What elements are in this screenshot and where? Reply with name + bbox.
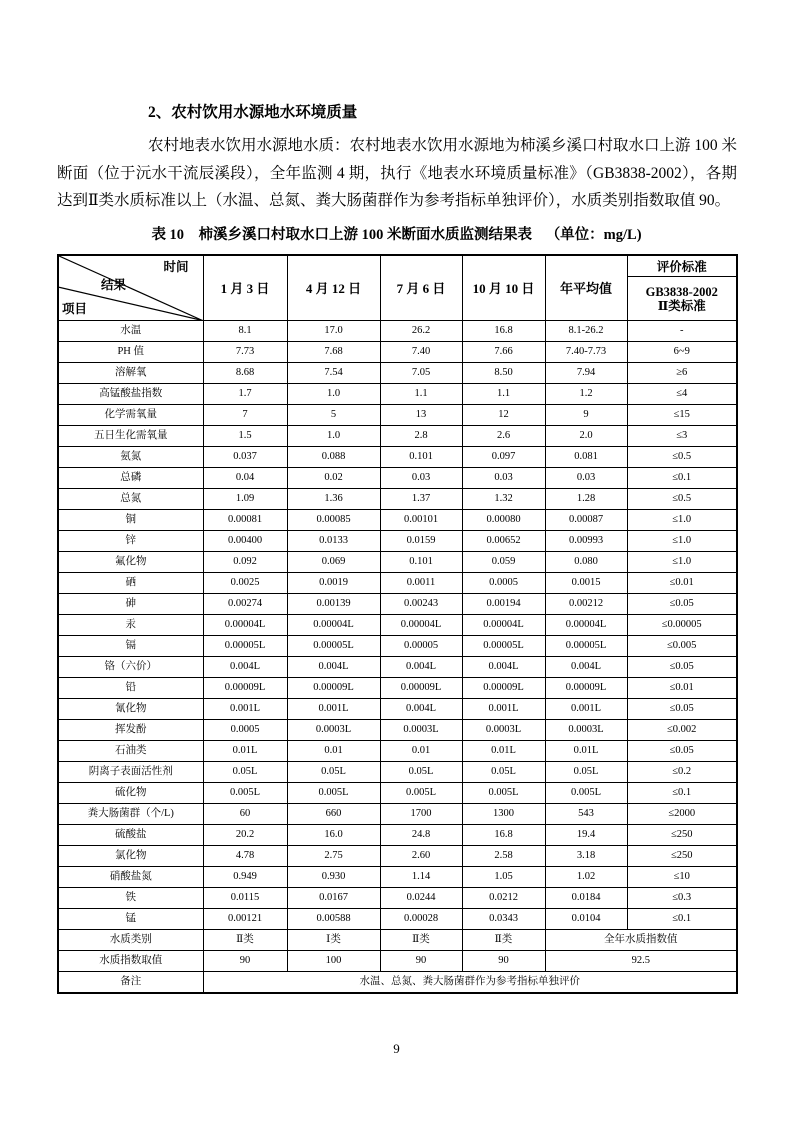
data-value: 0.0003L — [380, 720, 462, 741]
row-label: 铜 — [58, 510, 203, 531]
standard-value: ≤4 — [627, 384, 737, 405]
row-label: 粪大肠菌群（个/L) — [58, 804, 203, 825]
data-value: 0.03 — [380, 468, 462, 489]
data-value: 0.00101 — [380, 510, 462, 531]
table-row — [58, 531, 737, 552]
row-label: 硝酸盐氮 — [58, 867, 203, 888]
data-value: 16.8 — [462, 321, 545, 342]
data-value: 0.00121 — [203, 909, 287, 930]
table-header-row — [58, 255, 737, 277]
data-value: 660 — [287, 804, 380, 825]
data-value: Ⅱ类 — [380, 930, 462, 951]
row-label: 石油类 — [58, 741, 203, 762]
row-label: 备注 — [58, 972, 203, 993]
data-value: 0.00993 — [545, 531, 627, 552]
table-row — [58, 405, 737, 426]
data-value: 0.069 — [287, 552, 380, 573]
standard-value: ≤0.01 — [627, 573, 737, 594]
data-value: 0.0005 — [462, 573, 545, 594]
table-row — [58, 657, 737, 678]
column-header-date-3: 7 月 6 日 — [380, 255, 462, 321]
data-value: 0.00080 — [462, 510, 545, 531]
data-value: 0.004L — [203, 657, 287, 678]
table-row — [58, 888, 737, 909]
data-value: 4.78 — [203, 846, 287, 867]
data-value: 0.088 — [287, 447, 380, 468]
row-label: 砷 — [58, 594, 203, 615]
data-value: 0.0167 — [287, 888, 380, 909]
data-value: 0.004L — [462, 657, 545, 678]
data-value: 0.00004L — [287, 615, 380, 636]
standard-value: ≤0.2 — [627, 762, 737, 783]
table-row — [58, 741, 737, 762]
data-value: 0.00005L — [203, 636, 287, 657]
row-label: 氯化物 — [58, 846, 203, 867]
data-value: 1.5 — [203, 426, 287, 447]
table-row — [58, 426, 737, 447]
data-value: 0.00243 — [380, 594, 462, 615]
data-value: 1.14 — [380, 867, 462, 888]
data-value: 0.037 — [203, 447, 287, 468]
row-label: 溶解氧 — [58, 363, 203, 384]
row-label: 五日生化需氧量 — [58, 426, 203, 447]
standard-value: ≥6 — [627, 363, 737, 384]
table-row — [58, 615, 737, 636]
standard-value: ≤0.1 — [627, 468, 737, 489]
data-value: 16.0 — [287, 825, 380, 846]
table-row — [58, 699, 737, 720]
data-value: 1.28 — [545, 489, 627, 510]
data-value: 1.09 — [203, 489, 287, 510]
data-value: 0.01 — [380, 741, 462, 762]
table-row — [58, 678, 737, 699]
data-value: 0.02 — [287, 468, 380, 489]
data-value: 0.0025 — [203, 573, 287, 594]
row-label: 挥发酚 — [58, 720, 203, 741]
data-value: 90 — [462, 951, 545, 972]
data-value: 0.0003L — [545, 720, 627, 741]
remark-value: 水温、总氮、粪大肠菌群作为参考指标单独评价 — [203, 972, 737, 993]
data-value: 7.73 — [203, 342, 287, 363]
table-row — [58, 447, 737, 468]
row-label: 阴离子表面活性剂 — [58, 762, 203, 783]
data-value: 1300 — [462, 804, 545, 825]
table-row — [58, 720, 737, 741]
data-value: 1.02 — [545, 867, 627, 888]
data-value: 0.004L — [380, 657, 462, 678]
data-value: 0.004L — [545, 657, 627, 678]
standard-code-line: GB3838-2002 — [645, 284, 718, 299]
data-value: 1.7 — [203, 384, 287, 405]
data-value: 0.00085 — [287, 510, 380, 531]
data-value: 1.1 — [380, 384, 462, 405]
data-value: 1.05 — [462, 867, 545, 888]
table-caption-text: 表 10 柿溪乡溪口村取水口上游 100 米断面水质监测结果表 — [151, 226, 533, 243]
data-value: 0.05L — [380, 762, 462, 783]
data-value: 0.0115 — [203, 888, 287, 909]
data-value: 1.1 — [462, 384, 545, 405]
standard-value: ≤2000 — [627, 804, 737, 825]
data-value: 1.32 — [462, 489, 545, 510]
row-label: 硒 — [58, 573, 203, 594]
table-row — [58, 762, 737, 783]
body-paragraph: 农村地表水饮用水源地水质：农村地表水饮用水源地为柿溪乡溪口村取水口上游 100 米断面（位于沅水干流辰溪段），全年监测 4 期，执行《地表水环境质量标准》（GB3838-2002），各期达到Ⅱ类水质标准以上（水温、总氮、粪大肠菌群作为参考指标单独评价），水质类别指数取值 90。 — [57, 137, 738, 209]
data-value: 0.00652 — [462, 531, 545, 552]
data-value: 24.8 — [380, 825, 462, 846]
data-value: 0.00004L — [203, 615, 287, 636]
data-value: 100 — [287, 951, 380, 972]
standard-value: ≤3 — [627, 426, 737, 447]
data-value: Ⅱ类 — [462, 930, 545, 951]
standard-value: ≤0.002 — [627, 720, 737, 741]
standard-value: ≤15 — [627, 405, 737, 426]
data-value: 0.001L — [462, 699, 545, 720]
table-row — [58, 342, 737, 363]
data-value: 0.004L — [287, 657, 380, 678]
standard-value: ≤250 — [627, 825, 737, 846]
corner-label-time: 时间 — [163, 259, 189, 274]
row-label: 水温 — [58, 321, 203, 342]
data-value: 1.0 — [287, 384, 380, 405]
table-row — [58, 846, 737, 867]
standard-value: ≤1.0 — [627, 552, 737, 573]
data-value: 0.0011 — [380, 573, 462, 594]
data-value: 0.101 — [380, 552, 462, 573]
data-value: 7.40-7.73 — [545, 342, 627, 363]
data-value: 0.00194 — [462, 594, 545, 615]
standard-value: ≤1.0 — [627, 531, 737, 552]
data-value: 0.05L — [545, 762, 627, 783]
data-value: 2.60 — [380, 846, 462, 867]
data-value: 0.004L — [380, 699, 462, 720]
data-value: 0.0212 — [462, 888, 545, 909]
merged-value: 全年水质指数值 — [545, 930, 737, 951]
table-row — [58, 573, 737, 594]
standard-value: ≤1.0 — [627, 510, 737, 531]
table-row — [58, 510, 737, 531]
data-value: 0.00274 — [203, 594, 287, 615]
data-value: 12 — [462, 405, 545, 426]
table-row — [58, 468, 737, 489]
data-value: 0.059 — [462, 552, 545, 573]
standard-value: - — [627, 321, 737, 342]
data-value: 0.0015 — [545, 573, 627, 594]
column-header-annual-mean: 年平均值 — [545, 255, 627, 321]
data-value: 0.00139 — [287, 594, 380, 615]
data-value: 0.00005L — [287, 636, 380, 657]
standard-value: ≤0.1 — [627, 909, 737, 930]
data-value: 0.04 — [203, 468, 287, 489]
data-value: 0.00009L — [462, 678, 545, 699]
data-value: 0.080 — [545, 552, 627, 573]
data-value: 0.00009L — [380, 678, 462, 699]
data-value: 0.00400 — [203, 531, 287, 552]
data-value: 0.00004L — [545, 615, 627, 636]
standard-value: ≤0.5 — [627, 489, 737, 510]
data-value: 0.03 — [462, 468, 545, 489]
data-value: 0.005L — [545, 783, 627, 804]
table-row — [58, 909, 737, 930]
table-caption-unit: （单位：mg/L) — [545, 226, 642, 243]
data-value: 0.01L — [203, 741, 287, 762]
data-value: 0.00009L — [287, 678, 380, 699]
data-value: 1.0 — [287, 426, 380, 447]
data-value: 0.101 — [380, 447, 462, 468]
data-value: 1.37 — [380, 489, 462, 510]
standard-value: ≤0.05 — [627, 741, 737, 762]
data-value: 1700 — [380, 804, 462, 825]
data-value: 8.1-26.2 — [545, 321, 627, 342]
data-value: 0.00009L — [545, 678, 627, 699]
data-value: 7.66 — [462, 342, 545, 363]
data-value: 0.01L — [545, 741, 627, 762]
row-label: 硫酸盐 — [58, 825, 203, 846]
water-quality-table — [57, 254, 738, 994]
data-value: 0.0005 — [203, 720, 287, 741]
page-number: 9 — [393, 1041, 400, 1056]
data-value: 7.94 — [545, 363, 627, 384]
corner-label-item: 项目 — [62, 302, 88, 316]
standard-value: ≤0.3 — [627, 888, 737, 909]
data-value: 0.00005L — [462, 636, 545, 657]
table-row — [58, 867, 737, 888]
data-value: 2.0 — [545, 426, 627, 447]
data-value: 0.005L — [462, 783, 545, 804]
data-value: 2.75 — [287, 846, 380, 867]
data-value: 7.05 — [380, 363, 462, 384]
table-row — [58, 804, 737, 825]
standard-value: ≤0.005 — [627, 636, 737, 657]
row-label: 镉 — [58, 636, 203, 657]
data-value: 0.001L — [203, 699, 287, 720]
standard-value: ≤0.05 — [627, 594, 737, 615]
data-value: 19.4 — [545, 825, 627, 846]
table-row — [58, 636, 737, 657]
data-value: 7.54 — [287, 363, 380, 384]
row-label: 锰 — [58, 909, 203, 930]
summary-row — [58, 930, 737, 951]
row-label: 化学需氧量 — [58, 405, 203, 426]
data-value: 0.949 — [203, 867, 287, 888]
data-value: 0.0159 — [380, 531, 462, 552]
remark-row — [58, 972, 737, 993]
data-value: 0.00588 — [287, 909, 380, 930]
data-value: 90 — [380, 951, 462, 972]
data-value: 0.0343 — [462, 909, 545, 930]
data-value: 0.00005 — [380, 636, 462, 657]
row-label: 硫化物 — [58, 783, 203, 804]
data-value: 0.005L — [287, 783, 380, 804]
corner-label-result: 结果 — [101, 277, 127, 292]
data-value: 0.00028 — [380, 909, 462, 930]
data-value: 0.00005L — [545, 636, 627, 657]
data-value: 16.8 — [462, 825, 545, 846]
data-value: 0.0003L — [462, 720, 545, 741]
data-value: 0.00004L — [380, 615, 462, 636]
data-value: 0.0019 — [287, 573, 380, 594]
column-header-standard-code — [627, 277, 737, 321]
row-label: 水质类别 — [58, 930, 203, 951]
row-label: 铅 — [58, 678, 203, 699]
data-value: 0.097 — [462, 447, 545, 468]
standard-value: ≤0.05 — [627, 657, 737, 678]
data-value: 8.50 — [462, 363, 545, 384]
standard-value: 6~9 — [627, 342, 737, 363]
standard-value: ≤0.00005 — [627, 615, 737, 636]
row-label: 氟化物 — [58, 552, 203, 573]
data-value: 1.2 — [545, 384, 627, 405]
row-label: 总氮 — [58, 489, 203, 510]
data-value: 0.05L — [462, 762, 545, 783]
table-row — [58, 552, 737, 573]
data-value: 3.18 — [545, 846, 627, 867]
data-value: 0.092 — [203, 552, 287, 573]
table-row — [58, 384, 737, 405]
data-value: 8.1 — [203, 321, 287, 342]
data-value: 1.36 — [287, 489, 380, 510]
data-value: 0.05L — [203, 762, 287, 783]
data-value: 0.00212 — [545, 594, 627, 615]
row-label: 氨氮 — [58, 447, 203, 468]
data-value: 543 — [545, 804, 627, 825]
data-value: 7.68 — [287, 342, 380, 363]
data-value: 0.05L — [287, 762, 380, 783]
data-value: 0.0104 — [545, 909, 627, 930]
data-value: 20.2 — [203, 825, 287, 846]
data-value: 90 — [203, 951, 287, 972]
data-value: 0.0184 — [545, 888, 627, 909]
column-header-date-2: 4 月 12 日 — [287, 255, 380, 321]
diagonal-header-cell — [58, 255, 203, 321]
table-row — [58, 321, 737, 342]
standard-value: ≤0.01 — [627, 678, 737, 699]
data-value: 26.2 — [380, 321, 462, 342]
row-label: 总磷 — [58, 468, 203, 489]
table-caption — [0, 226, 793, 244]
data-value: 5 — [287, 405, 380, 426]
merged-value: 92.5 — [545, 951, 737, 972]
row-label: 铬（六价） — [58, 657, 203, 678]
column-header-date-4: 10 月 10 日 — [462, 255, 545, 321]
data-value: 0.005L — [203, 783, 287, 804]
standard-value: ≤0.1 — [627, 783, 737, 804]
column-header-standard-title: 评价标准 — [627, 255, 737, 277]
data-value: 0.01L — [462, 741, 545, 762]
data-value: 0.005L — [380, 783, 462, 804]
summary-row — [58, 951, 737, 972]
data-value: 17.0 — [287, 321, 380, 342]
data-value: 9 — [545, 405, 627, 426]
data-value: Ⅱ类 — [203, 930, 287, 951]
table-row — [58, 825, 737, 846]
data-value: 8.68 — [203, 363, 287, 384]
data-value: 0.0244 — [380, 888, 462, 909]
standard-value: ≤0.5 — [627, 447, 737, 468]
row-label: 铁 — [58, 888, 203, 909]
table-row — [58, 594, 737, 615]
table-row — [58, 363, 737, 384]
data-value: 0.0003L — [287, 720, 380, 741]
section-heading: 2、农村饮用水源地水环境质量 — [148, 104, 358, 121]
data-value: Ⅰ类 — [287, 930, 380, 951]
data-value: 0.001L — [545, 699, 627, 720]
data-value: 7.40 — [380, 342, 462, 363]
standard-class-line: Ⅱ类标准 — [657, 298, 706, 313]
row-label: 汞 — [58, 615, 203, 636]
table-row — [58, 783, 737, 804]
table-row — [58, 489, 737, 510]
data-value: 0.0133 — [287, 531, 380, 552]
row-label: 高锰酸盐指数 — [58, 384, 203, 405]
standard-value: ≤10 — [627, 867, 737, 888]
data-value: 60 — [203, 804, 287, 825]
data-value: 0.01 — [287, 741, 380, 762]
data-value: 2.8 — [380, 426, 462, 447]
data-value: 0.00087 — [545, 510, 627, 531]
data-value: 0.00004L — [462, 615, 545, 636]
data-value: 0.001L — [287, 699, 380, 720]
data-value: 2.6 — [462, 426, 545, 447]
standard-value: ≤250 — [627, 846, 737, 867]
row-label: 氰化物 — [58, 699, 203, 720]
column-header-date-1: 1 月 3 日 — [203, 255, 287, 321]
data-value: 0.081 — [545, 447, 627, 468]
data-value: 0.930 — [287, 867, 380, 888]
data-value: 0.03 — [545, 468, 627, 489]
data-value: 0.00081 — [203, 510, 287, 531]
data-value: 13 — [380, 405, 462, 426]
data-value: 2.58 — [462, 846, 545, 867]
standard-value: ≤0.05 — [627, 699, 737, 720]
row-label: PH 值 — [58, 342, 203, 363]
data-value: 7 — [203, 405, 287, 426]
row-label: 水质指数取值 — [58, 951, 203, 972]
row-label: 锌 — [58, 531, 203, 552]
data-value: 0.00009L — [203, 678, 287, 699]
